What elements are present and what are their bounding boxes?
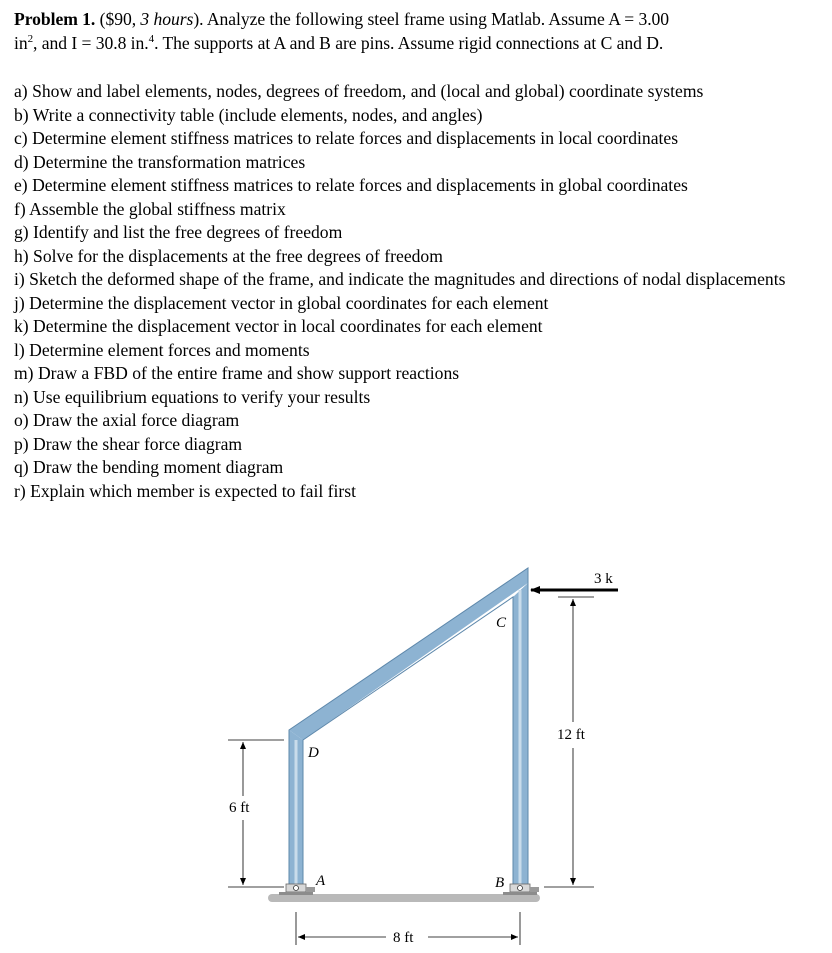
task-item: i) Sketch the deformed shape of the frame, and indicate the magnitudes and directions of nodal displacements: [14, 269, 786, 289]
dimension-right: [544, 597, 594, 887]
task-item: g) Identify and list the free degrees of freedom: [14, 222, 343, 242]
task-item: o) Draw the axial force diagram: [14, 410, 240, 430]
problem-price: ($90,: [99, 9, 141, 29]
task-item: c) Determine element stiffness matrices to relate forces and displacements in local coordinates: [14, 128, 679, 148]
inertia-exponent: 4: [148, 32, 155, 45]
task-item: e) Determine element stiffness matrices to relate forces and displacements in global coordinates: [14, 175, 688, 195]
task-item: n) Use equilibrium equations to verify your results: [14, 386, 371, 407]
node-label-c: C: [496, 615, 507, 631]
task-item: p) Draw the shear force diagram: [14, 433, 243, 454]
problem-heading: Problem 1.: [14, 9, 96, 29]
frame-figure: [0, 540, 832, 953]
member-dc: [289, 568, 528, 740]
task-item: q) Draw the bending moment diagram: [14, 457, 284, 477]
task-item: k) Determine the displacement vector in local coordinates for each element: [14, 316, 543, 336]
dimension-bottom-label: 8 ft: [393, 930, 414, 946]
task-item: l) Determine element forces and moments: [14, 339, 310, 360]
pin-support-a: [279, 884, 315, 895]
dimension-left: [228, 740, 284, 887]
dimension-left-label: 6 ft: [229, 800, 250, 816]
area-unit: in: [14, 32, 28, 53]
problem-supports: . The supports at A and B are pins. Assume rigid connections at C and D.: [154, 32, 664, 53]
dimension-right-label: 12 ft: [557, 727, 585, 743]
task-item: m) Draw a FBD of the entire frame and show support reactions: [14, 363, 460, 383]
task-item: r) Explain which member is expected to fail first: [14, 480, 356, 501]
task-item: b) Write a connectivity table (include elements, nodes, and angles): [14, 104, 483, 125]
task-item: j) Determine the displacement vector in global coordinates for each element: [14, 292, 549, 313]
node-label-b: B: [495, 875, 505, 891]
problem-intro: ). Analyze the following steel frame using Matlab. Assume A = 3.00: [193, 9, 670, 29]
pin-support-b: [503, 884, 539, 895]
task-item: a) Show and label elements, nodes, degrees of freedom, and (local and global) coordinate systems: [14, 81, 704, 101]
node-label-d: D: [308, 745, 319, 761]
dimension-bottom: [296, 912, 520, 946]
area-exponent: 2: [27, 32, 34, 45]
node-label-a: A: [316, 873, 326, 889]
inertia-value: , and I = 30.8 in.: [33, 32, 149, 53]
task-list: [14, 80, 829, 503]
load-label: 3 k: [594, 571, 613, 587]
problem-hours: 3 hours: [140, 9, 194, 29]
task-item: f) Assemble the global stiffness matrix: [14, 198, 286, 219]
ground-surface: [268, 894, 540, 902]
task-item: d) Determine the transformation matrices: [14, 151, 306, 172]
problem-statement: [14, 8, 824, 55]
steel-frame: [289, 568, 528, 889]
task-item: h) Solve for the displacements at the free degrees of freedom: [14, 245, 443, 266]
